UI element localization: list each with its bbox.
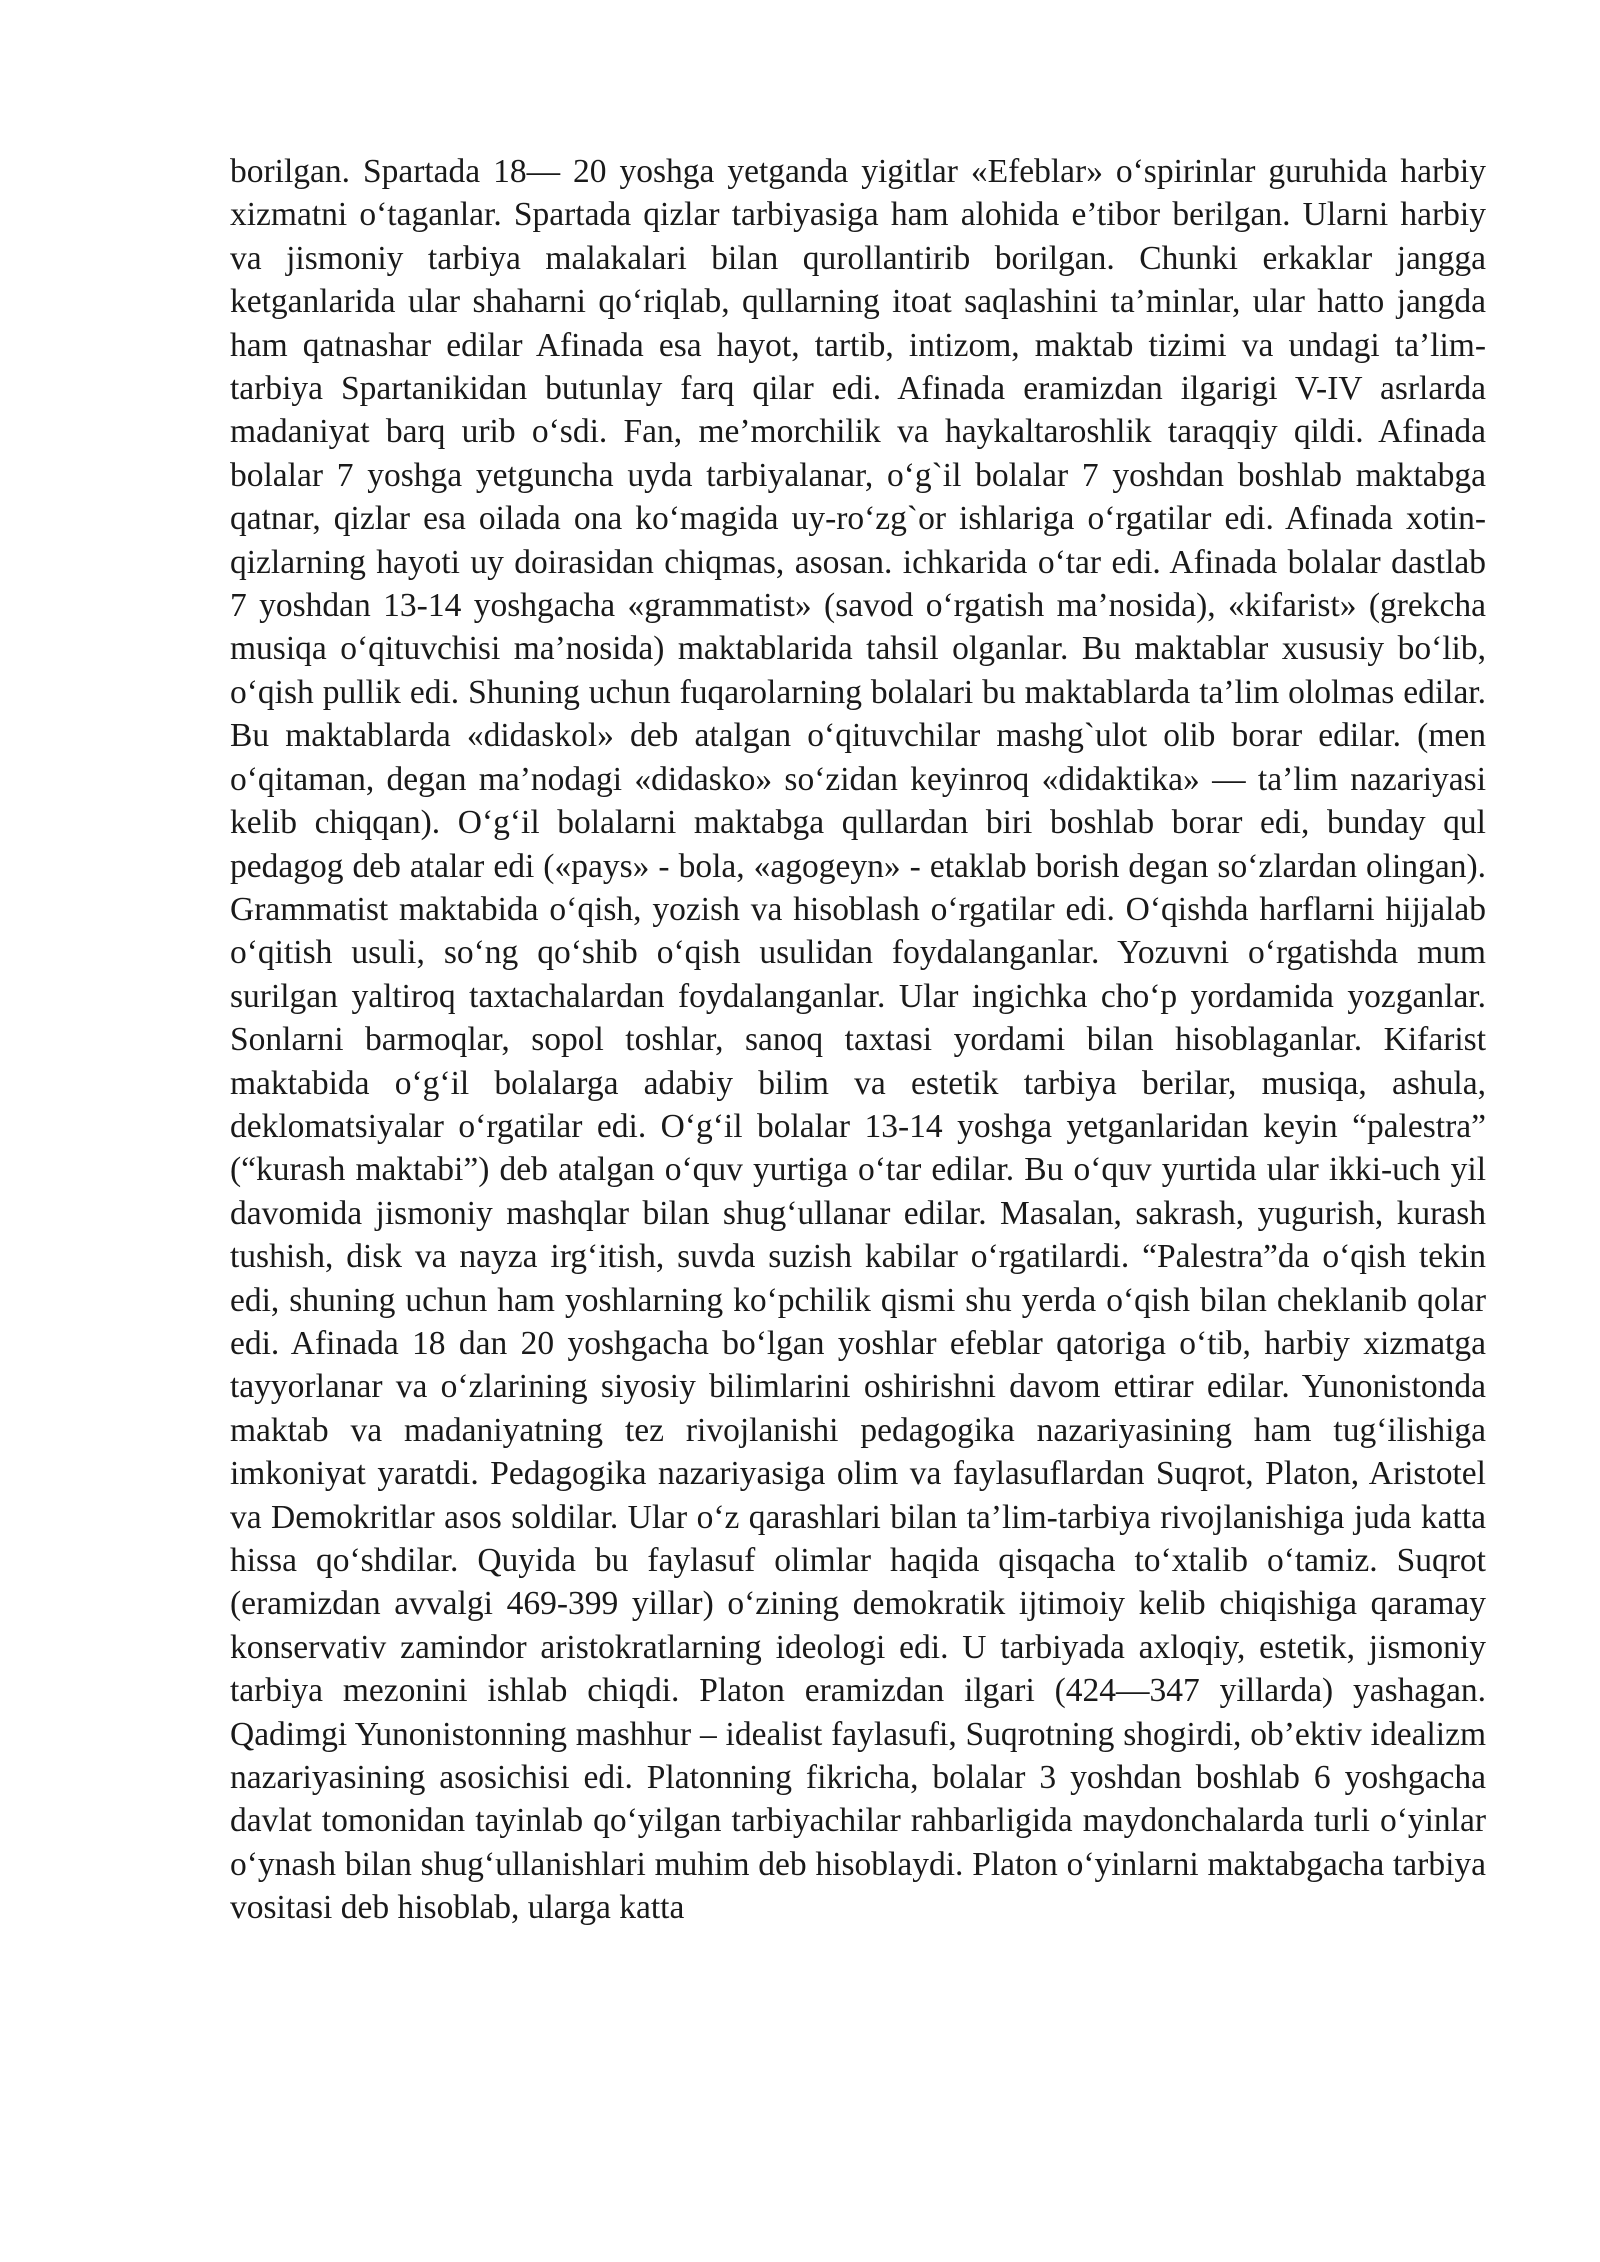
body-paragraph: borilgan. Spartada 18— 20 yoshga yetganda yigitlar «Efeblar» o‘spirinlar guruhida harbiy xizmatni o‘taganlar. Spartada qizlar tarbiyasiga ham alohida e’tibor berilgan. Ularni harbiy va jismoniy tarbiya malakalari bilan qurollantirib borilgan. Chunki erkaklar jangga ketganlarida ular shaharni qo‘riqlab, qullarning itoat saqlashini ta’minlar, ular hatto jangda ham qatnashar edilar Afinada esa hayot, tartib, intizom, maktab tizimi va undagi ta’lim-tarbiya Spartanikidan butunlay farq qilar edi. Afinada eramizdan ilgarigi V-IV asrlarda madaniyat barq urib o‘sdi. Fan, me’morchilik va haykaltaroshlik taraqqiy qildi. Afinada bolalar 7 yoshga yetguncha uyda tarbiyalanar, o‘g`il bolalar 7 yoshdan boshlab maktabga qatnar, qizlar esa oilada ona ko‘magida uy-ro‘zg`or ishlariga o‘rgatilar edi. Afinada xotin-qizlarning hayoti uy doirasidan chiqmas, asosan. ichkarida o‘tar edi. Afinada bolalar dastlab 7 yoshdan 13-14 yoshgacha «grammatist» (savod o‘rgatish ma’nosida), «kifarist» (grekcha musiqa o‘qituvchisi ma’nosida) maktablarida tahsil olganlar. Bu maktablar xususiy bo‘lib, o‘qish pullik edi. Shuning uchun fuqarolarning bolalari bu maktablarda ta’lim ololmas edilar. Bu maktablarda «didaskol» deb atalgan o‘qituvchilar mashg`ulot olib borar edilar. (men o‘qitaman, degan ma’nodagi «didasko» so‘zidan keyinroq «didaktika» — ta’lim nazariyasi kelib chiqqan). O‘g‘il bolalarni maktabga qullardan biri boshlab borar edi, bunday qul pedagog deb atalar edi («pays» - bola, «agogeyn» - etaklab borish degan so‘zlardan olingan). Grammatist maktabida o‘qish, yozish va hisoblash o‘rgatilar edi. O‘qishda harflarni hijjalab o‘qitish usuli, so‘ng qo‘shib o‘qish usulidan foydalanganlar. Yozuvni o‘rgatishda mum surilgan yaltiroq taxtachalardan foydalanganlar. Ular ingichka cho‘p yordamida yozganlar. Sonlarni barmoqlar, sopol toshlar, sanoq taxtasi yordami bilan hisoblaganlar. Kifarist maktabida o‘g‘il bolalarga adabiy bilim va estetik tarbiya berilar, musiqa, ashula, deklomatsiyalar o‘rgatilar edi. O‘g‘il bolalar 13-14 yoshga yetganlaridan keyin “palestra” (“kurash maktabi”) deb atalgan o‘quv yurtiga o‘tar edilar. Bu o‘quv yurtida ular ikki-uch yil davomida jismoniy mashqlar bilan shug‘ullanar edilar. Masalan, sakrash, yugurish, kurash tushish, disk va nayza irg‘itish, suvda suzish kabilar o‘rgatilardi. “Palestra”da o‘qish tekin edi, shuning uchun ham yoshlarning ko‘pchilik qismi shu yerda o‘qish bilan cheklanib qolar edi. Afinada 18 dan 20 yoshgacha bo‘lgan yoshlar efeblar qatoriga o‘tib, harbiy xizmatga tayyorlanar va o‘zlarining siyosiy bilimlarini oshirishni davom ettirar edilar. Yunonistonda maktab va madaniyatning tez rivojlanishi pedagogika nazariyasining ham tug‘ilishiga imkoniyat yaratdi. Pedagogika nazariyasiga olim va faylasuflardan Suqrot, Platon, Aristotel va Demokritlar asos soldilar. Ular o‘z qarashlari bilan ta’lim-tarbiya rivojlanishiga juda katta hissa qo‘shdilar. Quyida bu faylasuf olimlar haqida qisqacha to‘xtalib o‘tamiz. Suqrot (eramizdan avvalgi 469-399 yillar) o‘zining demokratik ijtimoiy kelib chiqishiga qaramay konservativ zamindor aristokratlarning ideologi edi. U tarbiyada axloqiy, estetik, jismoniy tarbiya mezonini ishlab chiqdi. Platon eramizdan ilgari (424—347 yillarda) yashagan. Qadimgi Yunonistonning mashhur – idealist faylasufi, Suqrotning shogirdi, ob’ektiv idealizm nazariyasining asosichisi edi. Platonning fikricha, bolalar 3 yoshdan boshlab 6 yoshgacha davlat tomonidan tayinlab qo‘yilgan tarbiyachilar rahbarligida maydonchalarda turli o‘yinlar o‘ynash bilan shug‘ullanishlari muhim deb hisoblaydi. Platon o‘yinlarni maktabgacha tarbiya vositasi deb hisoblab, ularga katta: [230, 153, 1486, 1927]
